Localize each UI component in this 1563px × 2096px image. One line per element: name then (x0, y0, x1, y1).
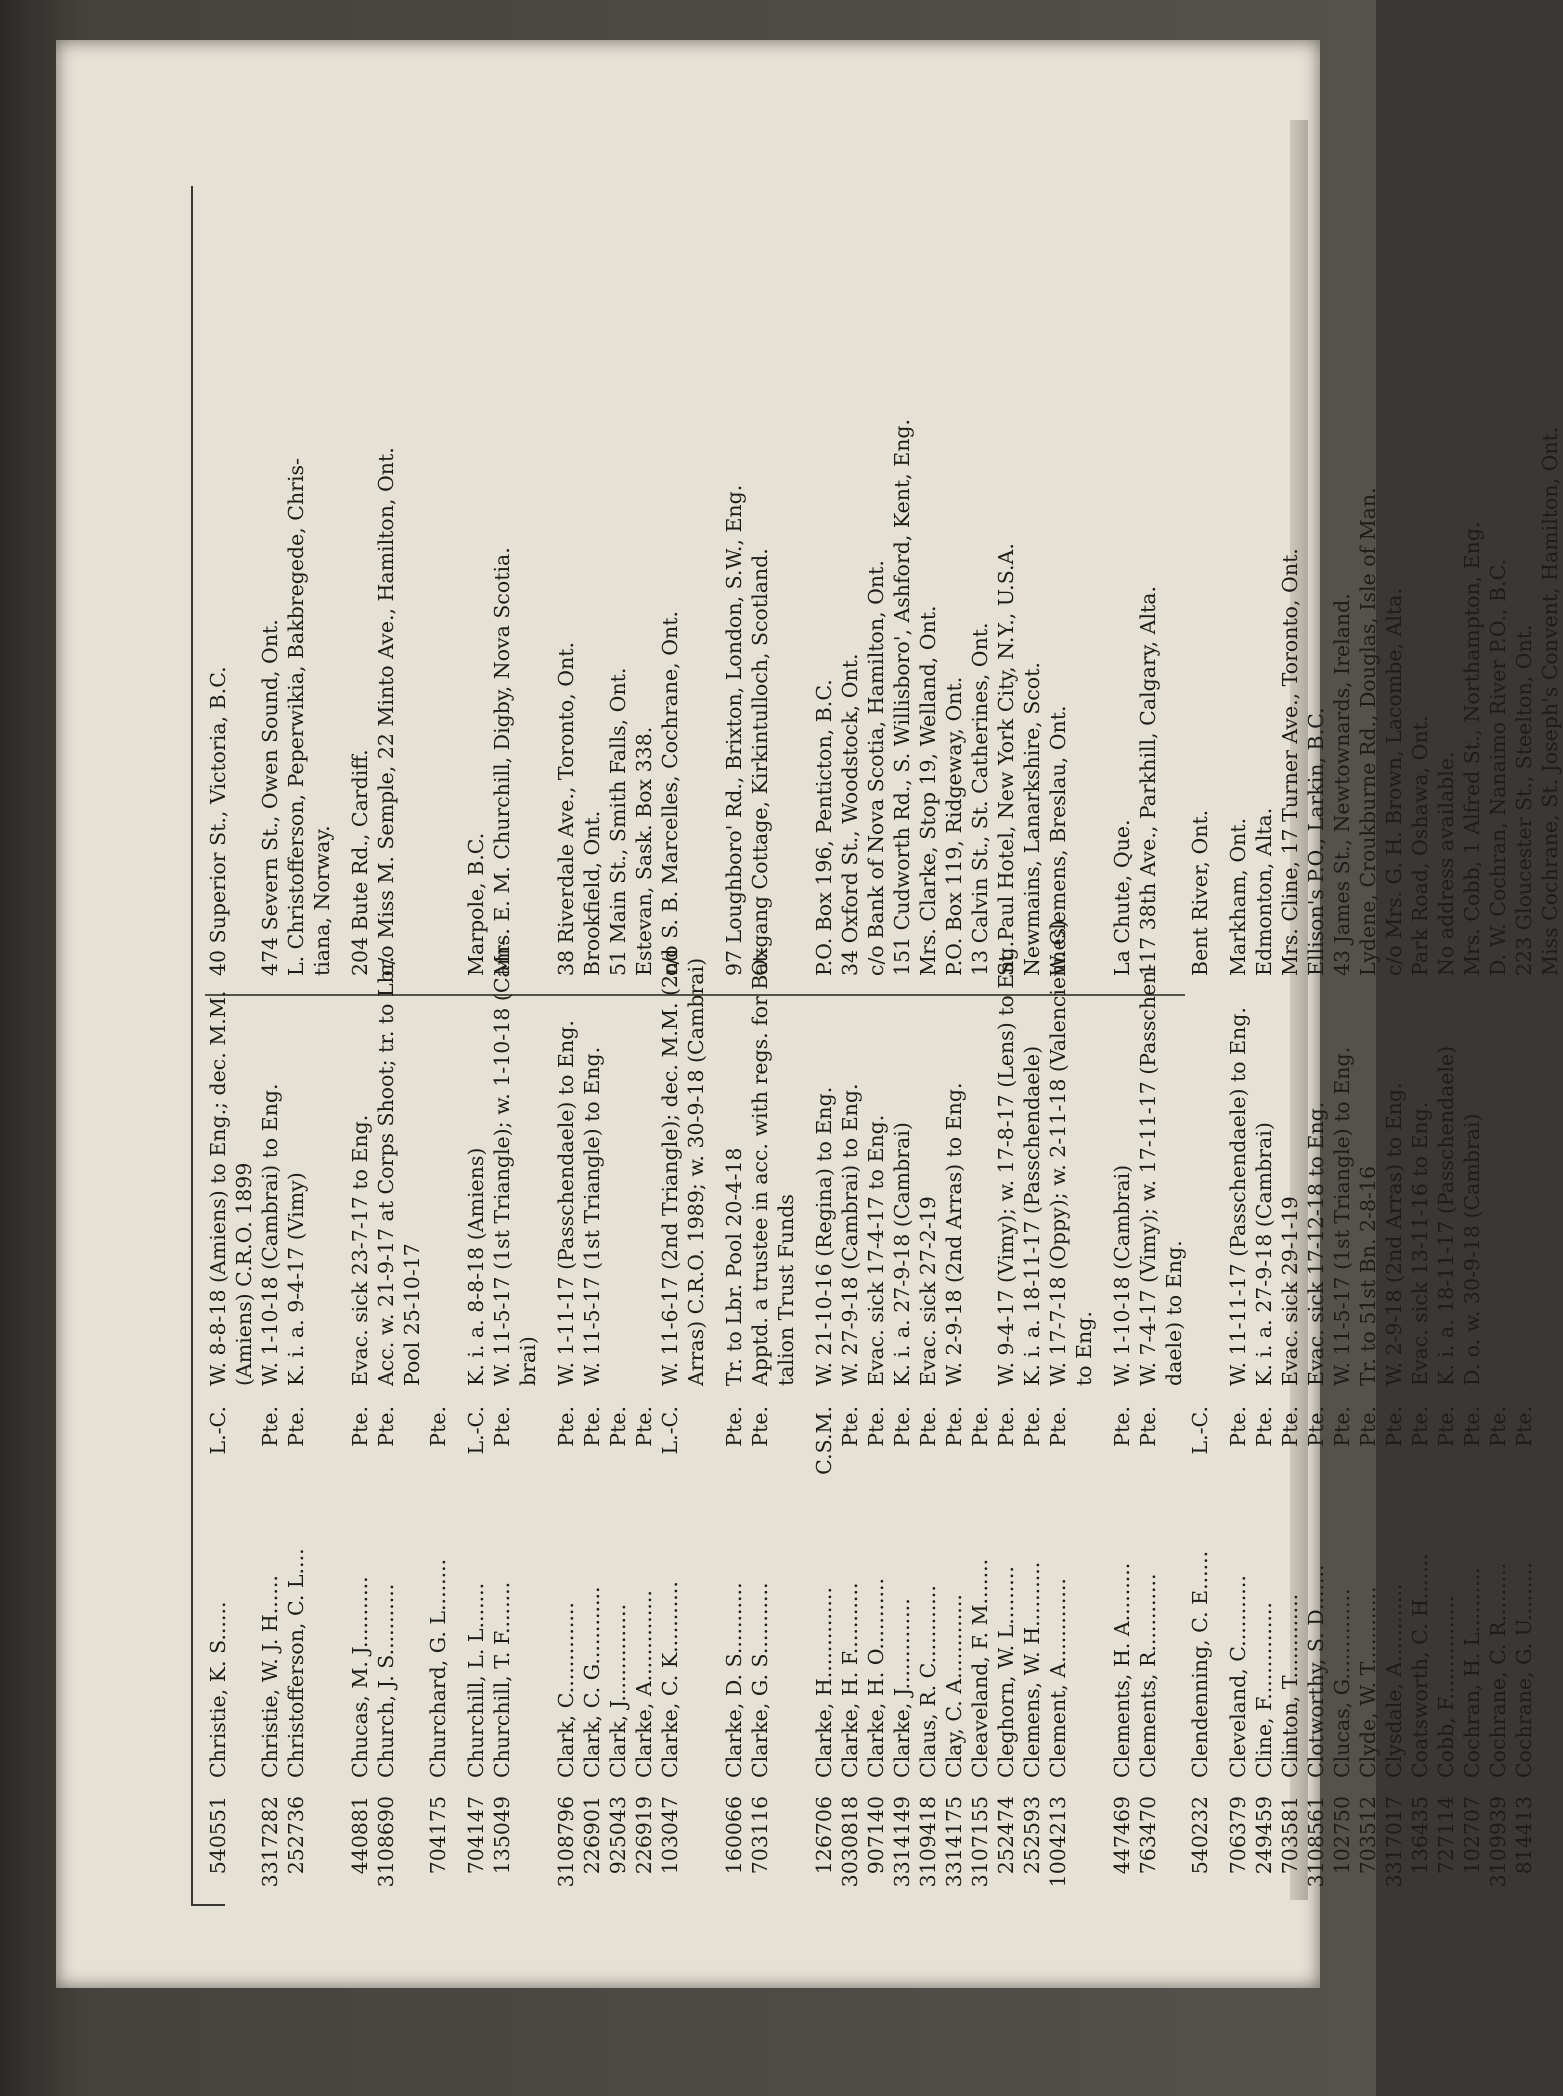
rank: L.-C. (658, 1406, 682, 1455)
regimental-number: 102750 (1330, 1796, 1354, 1875)
rank: Pte. (748, 1406, 772, 1447)
roll-entry (1459, 16, 1485, 1906)
table-top-rule (191, 186, 193, 1906)
soldier-name: Cochrane, C. R......... (1486, 1562, 1510, 1778)
regimental-number: 126706 (812, 1796, 836, 1875)
rank: Pte. (1304, 1406, 1328, 1447)
roll-entry (489, 16, 541, 1906)
soldier-name: Clarke, H. F........... (838, 1582, 862, 1778)
service-record-line: W. 17-7-18 (Oppy); w. 2-11-18 (Valenciennes) (1046, 919, 1070, 1386)
roll-entry (283, 16, 335, 1906)
soldier-name: Clotworthy, S. D....... (1304, 1564, 1328, 1778)
regimental-number: 3317282 (258, 1796, 282, 1888)
soldier-name: Clarke, A.............. (632, 1590, 656, 1778)
rank: C.S.M. (812, 1406, 836, 1475)
roll-entry (1511, 16, 1563, 1906)
rank: Pte. (554, 1406, 578, 1447)
roll-entry (721, 16, 747, 1906)
rank: Pte. (1252, 1406, 1276, 1447)
regimental-number: 249459 (1252, 1796, 1276, 1875)
soldier-name: Clendenning, C. E...... (1188, 1550, 1212, 1778)
roll-entry (863, 16, 889, 1906)
rank: Pte. (1020, 1406, 1044, 1447)
next-of-kin-address-line: P.O. Box 196, Penticton, B.C. (812, 679, 836, 976)
rank: L.-C. (206, 1406, 230, 1455)
regimental-number: 703512 (1356, 1796, 1380, 1875)
soldier-name: Cleveland, C........... (1226, 1575, 1250, 1778)
rank: Pte. (722, 1406, 746, 1447)
roll-entry (889, 16, 915, 1906)
rank: Pte. (1512, 1406, 1536, 1447)
service-record-line: W. 1-10-18 (Cambrai) (1110, 1164, 1134, 1386)
rank: Pte. (864, 1406, 888, 1447)
soldier-name: Cobb, F................ (1434, 1595, 1458, 1778)
soldier-name: Clarke, J.............. (890, 1598, 914, 1778)
regimental-number: 252593 (1020, 1796, 1044, 1875)
regimental-number: 727114 (1434, 1796, 1458, 1875)
next-of-kin-address-line: Mrs. Clarke, Stop 19, Welland, Ont. (916, 605, 940, 976)
regimental-number: 252474 (994, 1796, 1018, 1875)
service-record-line: Acc. w. 21-9-17 at Corps Shoot; tr. to Lbr. (374, 956, 398, 1386)
next-of-kin-address-line: Estevan, Sask. Box 338. (632, 726, 656, 976)
roll-entry (1225, 16, 1251, 1906)
regimental-number: 1004213 (1046, 1796, 1070, 1888)
regimental-number: 814413 (1512, 1796, 1536, 1875)
regimental-number: 3108561 (1304, 1796, 1328, 1888)
roll-entry (605, 16, 631, 1906)
next-of-kin-address-line: c/o Bank of Nova Scotia, Hamilton, Ont. (864, 560, 888, 976)
service-record-line: Apptd. a trustee in acc. with regs. for Bat- (748, 947, 772, 1386)
next-of-kin-address-line: Brookfield, Ont. (580, 810, 604, 976)
service-record-line: talion Trust Funds (774, 1194, 798, 1386)
rank: Pte. (348, 1406, 372, 1447)
next-of-kin-address-line: Bent River, Ont. (1188, 809, 1212, 976)
rank: Pte. (1434, 1406, 1458, 1447)
regimental-number: 3314149 (890, 1796, 914, 1888)
rank: Pte. (1408, 1406, 1432, 1447)
next-of-kin-address-line: St. Paul Hotel, New York City, N.Y., U.S.A. (994, 543, 1018, 976)
service-record-line: W. 11-11-17 (Passchendaele) to Eng. (1226, 1007, 1250, 1386)
rank: Pte. (1136, 1406, 1160, 1447)
next-of-kin-address-line: 97 Loughboro' Rd., Brixton, London, S.W., Eng. (722, 484, 746, 976)
roll-entry (553, 16, 579, 1906)
service-record-line: Evac. sick 27-2-19 (916, 1196, 940, 1386)
next-of-kin-address-line: 38 Riverdale Ave., Toronto, Ont. (554, 641, 578, 976)
next-of-kin-address-line: Marpole, B.C. (464, 832, 488, 976)
soldier-name: Clucas, G.............. (1330, 1588, 1354, 1778)
service-record-line: Arras) C.R.O. 1989; w. 30-9-18 (Cambrai) (684, 957, 708, 1386)
regimental-number: 102707 (1460, 1796, 1484, 1875)
roll-entry (257, 16, 283, 1906)
regimental-number: 440881 (348, 1796, 372, 1875)
regimental-number: 925043 (606, 1796, 630, 1875)
regimental-number: 136435 (1408, 1796, 1432, 1875)
rank: Pte. (1046, 1406, 1070, 1447)
service-record-line: W. 9-4-17 (Vimy); w. 17-8-17 (Lens) to Eng. (994, 940, 1018, 1386)
roll-entry (1251, 16, 1277, 1906)
regimental-number: 703116 (748, 1796, 772, 1875)
regimental-number: 704147 (464, 1796, 488, 1875)
soldier-name: Clarke, H. O........... (864, 1577, 888, 1778)
soldier-name: Clarke, G. S........... (748, 1582, 772, 1778)
rank: Pte. (490, 1406, 514, 1447)
rank: Pte. (1382, 1406, 1406, 1447)
rank: Pte. (1330, 1406, 1354, 1447)
next-of-kin-address-line: Mrs. Cline, 17 Turner Ave., Toronto, Ont. (1278, 548, 1302, 976)
soldier-name: Cochran, H. L.......... (1460, 1567, 1484, 1778)
service-record-line: K. i. a. 27-9-18 (Cambrai) (1252, 1122, 1276, 1386)
service-record-line: Evac. sick 17-4-17 to Eng. (864, 1114, 888, 1386)
service-record-line: (Amiens) C.R.O. 1899 (232, 1162, 256, 1386)
next-of-kin-address-line: Markham, Ont. (1226, 817, 1250, 976)
service-record-line: Evac. sick 13-11-16 to Eng. (1408, 1101, 1432, 1386)
roll-entry (205, 16, 257, 1906)
soldier-name: Claus, R. C............ (916, 1585, 940, 1778)
next-of-kin-address-line: W. Clemens, Breslau, Ont. (1046, 705, 1070, 976)
service-record-line: K. i. a. 18-11-17 (Passchendaele) (1020, 1045, 1044, 1386)
soldier-name: Churchard, G. L........ (426, 1558, 450, 1778)
next-of-kin-address-line: 117 38th Ave., Parkhill, Calgary, Alta. (1136, 586, 1160, 976)
soldier-name: Coatsworth, C. H....... (1408, 1553, 1432, 1778)
service-record-line: D. o. w. 30-9-18 (Cambrai) (1460, 1113, 1484, 1386)
soldier-name: Clements, R............ (1136, 1573, 1160, 1778)
regimental-number: 3108796 (554, 1796, 578, 1888)
roll-entry (915, 16, 941, 1906)
next-of-kin-address-line: 34 Oxford St., Woodstock, Ont. (838, 653, 862, 976)
rank: Pte. (968, 1406, 992, 1447)
rank: L.-C. (464, 1406, 488, 1455)
next-of-kin-address-line: L. Christofferson, Peperwikia, Bakbregede, Chris- (284, 458, 308, 976)
regimental-number: 703581 (1278, 1796, 1302, 1875)
roll-entry (967, 16, 993, 1906)
roll-entry (747, 16, 799, 1906)
next-of-kin-address-line: Lydene, Croukburne Rd., Douglas, Isle of Man. (1356, 487, 1380, 976)
next-of-kin-address-line: 51 Main St., Smith Falls, Ont. (606, 667, 630, 976)
roll-entry (1407, 16, 1433, 1906)
regimental-number: 704175 (426, 1796, 450, 1875)
regimental-number: 3030818 (838, 1796, 862, 1888)
regimental-number: 3109418 (916, 1796, 940, 1888)
roll-entry (463, 16, 489, 1906)
service-record-line: W. 1-11-17 (Passchendaele) to Eng. (554, 1020, 578, 1386)
regimental-number: 540232 (1188, 1796, 1212, 1875)
soldier-name: Clarke, D. S........... (722, 1582, 746, 1778)
soldier-name: Clements, H. A......... (1110, 1562, 1134, 1778)
rank: L.-C. (1188, 1406, 1212, 1455)
service-record-line: K. i. a. 18-11-17 (Passchendaele) (1434, 1045, 1458, 1386)
regimental-number: 3109939 (1486, 1796, 1510, 1888)
rank: Pte. (258, 1406, 282, 1447)
roll-entry (425, 16, 451, 1906)
roll-entry (941, 16, 967, 1906)
rank: Pte. (916, 1406, 940, 1447)
next-of-kin-address-line: Edmonton, Alta. (1252, 807, 1276, 976)
soldier-name: Clarke, H.............. (812, 1587, 836, 1778)
service-record-line: W. 7-4-17 (Vimy); w. 17-11-17 (Passchen- (1136, 963, 1160, 1386)
soldier-name: Cochrane, G. U......... (1512, 1562, 1536, 1778)
roll-entry (631, 16, 657, 1906)
next-of-kin-address-line: c/o Miss M. Semple, 22 Minto Ave., Hamilton, Ont. (374, 447, 398, 976)
next-of-kin-address-line: 13 Calvin St., St. Catherines, Ont. (968, 622, 992, 976)
rank: Pte. (632, 1406, 656, 1447)
soldier-name: Cleaveland, F. M....... (968, 1558, 992, 1778)
soldier-name: Clyde, W. T............ (1356, 1586, 1380, 1778)
service-record-line: K. i. a. 8-8-18 (Amiens) (464, 1147, 488, 1386)
service-record-line: K. i. a. 27-9-18 (Cambrai) (890, 1122, 914, 1386)
service-record-line: Tr. to 51st Bn. 2-8-16 (1356, 1165, 1380, 1386)
service-record-line: W. 11-5-17 (1st Triangle) to Eng. (1330, 1046, 1354, 1386)
next-of-kin-address-line: Park Road, Oshawa, Ont. (1408, 715, 1432, 976)
roll-entry (811, 16, 837, 1906)
regimental-number: 103047 (658, 1796, 682, 1875)
roll-entry (1045, 16, 1097, 1906)
service-record-line: W. 8-8-18 (Amiens) to Eng.; dec. M.M. (206, 990, 230, 1386)
roll-entry (837, 16, 863, 1906)
roll-entry (1187, 16, 1213, 1906)
roll-entry (1433, 16, 1459, 1906)
next-of-kin-address-line: Mrs. E. M. Churchill, Digby, Nova Scotia. (490, 547, 514, 976)
roll-entry (1355, 16, 1381, 1906)
service-record-line: Evac. sick 23-7-17 to Eng. (348, 1114, 372, 1386)
rank: Pte. (606, 1406, 630, 1447)
regimental-number: 3317017 (1382, 1796, 1406, 1888)
roll-entry (347, 16, 373, 1906)
next-of-kin-address-line: No address available. (1434, 751, 1458, 976)
rank: Pte. (1460, 1406, 1484, 1447)
next-of-kin-address-line: 43 James St., Newtownards, Ireland. (1330, 593, 1354, 976)
rank: Pte. (942, 1406, 966, 1447)
next-of-kin-address-line: c/o Mrs. G. H. Brown, Lacombe, Alta. (1382, 588, 1406, 976)
roll-entry (1303, 16, 1329, 1906)
soldier-name: Clark, C. G............ (580, 1586, 604, 1778)
regimental-number: 706379 (1226, 1796, 1250, 1875)
regimental-number: 907140 (864, 1796, 888, 1875)
rank: Pte. (1486, 1406, 1510, 1447)
rank: Pte. (1226, 1406, 1250, 1447)
regimental-number: 160066 (722, 1796, 746, 1875)
regimental-number: 447469 (1110, 1796, 1134, 1875)
next-of-kin-address-line: 151 Cudworth Rd., S. Willisboro', Ashford, Kent, Eng. (890, 418, 914, 976)
soldier-name: Chucas, M. J........... (348, 1576, 372, 1778)
service-record-line: to Eng. (1072, 1311, 1096, 1386)
service-record-line: daele) to Eng. (1162, 1240, 1186, 1386)
soldier-name: Clement, A............. (1046, 1578, 1070, 1778)
roll-entry (657, 16, 709, 1906)
next-of-kin-address-line: Mrs. Cobb, 1 Alfred St., Northampton, Eng. (1460, 521, 1484, 976)
soldier-name: Clemens, W. H.......... (1020, 1561, 1044, 1778)
rank: Pte. (994, 1406, 1018, 1447)
soldier-name: Cline, F............... (1252, 1602, 1276, 1778)
next-of-kin-address-line: 40 Superior St., Victoria, B.C. (206, 666, 230, 976)
roll-entry (1109, 16, 1135, 1906)
regimental-number: 3314175 (942, 1796, 966, 1888)
roll-entry (373, 16, 425, 1906)
next-of-kin-address-line: La Chute, Que. (1110, 819, 1134, 976)
service-record-line: W. 1-10-18 (Cambrai) to Eng. (258, 1083, 282, 1386)
regimental-number: 3108690 (374, 1796, 398, 1888)
rank: Pte. (1278, 1406, 1302, 1447)
roll-entry (579, 16, 605, 1906)
rank: Pte. (1110, 1406, 1134, 1447)
next-of-kin-address-line: c/o S. B. Marcelles, Cochrane, Ont. (658, 611, 682, 976)
roll-entry (1329, 16, 1355, 1906)
service-record-line: W. 2-9-18 (2nd Arras) to Eng. (1382, 1082, 1406, 1386)
next-of-kin-address-line: 204 Bute Rd., Cardiff. (348, 749, 372, 976)
rank: Pte. (426, 1406, 450, 1447)
rank: Pte. (374, 1406, 398, 1447)
roll-entry (1135, 16, 1187, 1906)
soldier-name: Christie, K. S...... (206, 1601, 230, 1778)
next-of-kin-address-line: Miss Cochrane, St. Joseph's Convent, Hamilton, Ont. (1538, 426, 1562, 976)
regimental-number: 226919 (632, 1796, 656, 1875)
roll-entry (1381, 16, 1407, 1906)
regimental-number: 763470 (1136, 1796, 1160, 1875)
soldier-name: Church, J. S........... (374, 1583, 398, 1778)
next-of-kin-address-line: 474 Severn St., Owen Sound, Ont. (258, 619, 282, 976)
service-record-line: Evac. sick 29-1-19 (1278, 1196, 1302, 1386)
soldier-name: Churchill, T. F........ (490, 1581, 514, 1778)
next-of-kin-address-line: Newmains, Lanarkshire, Scot. (1020, 662, 1044, 976)
service-record-line: brai) (516, 1336, 540, 1386)
soldier-name: Clarke, C. K........... (658, 1581, 682, 1778)
roll-entry (1019, 16, 1045, 1906)
rank: Pte. (890, 1406, 914, 1447)
next-of-kin-address-line: tiana, Norway. (310, 825, 334, 976)
soldier-name: Clinton, T............. (1278, 1593, 1302, 1778)
regimental-number: 135049 (490, 1796, 514, 1875)
next-of-kin-address-line: Ellison's P.O., Larkin, B.C. (1304, 707, 1328, 976)
service-record-line: Tr. to Lbr. Pool 20-4-18 (722, 1147, 746, 1386)
regimental-number: 3107155 (968, 1796, 992, 1888)
next-of-kin-address-line: D. W. Cochran, Nanaimo River P.O., B.C. (1486, 558, 1510, 976)
service-record-line: W. 11-6-17 (2nd Triangle); dec. M.M. (2nd (658, 948, 682, 1386)
service-record-line: W. 21-10-16 (Regina) to Eng. (812, 1086, 836, 1386)
soldier-name: Cleghorn, W. L......... (994, 1566, 1018, 1778)
soldier-name: Churchill, L. L....... (464, 1582, 488, 1778)
next-of-kin-address-line: 223 Gloucester St., Steelton, Ont. (1512, 624, 1536, 976)
rank: Pte. (838, 1406, 862, 1447)
service-record-line: W. 11-5-17 (1st Triangle) to Eng. (580, 1046, 604, 1386)
regimental-number: 226901 (580, 1796, 604, 1875)
soldier-name: Christofferson, C. L.... (284, 1548, 308, 1778)
service-record-line: Pool 25-10-17 (400, 1243, 424, 1386)
regimental-number: 252736 (284, 1796, 308, 1875)
regimental-number: 540551 (206, 1796, 230, 1875)
service-record-line: K. i. a. 9-4-17 (Vimy) (284, 1172, 308, 1386)
soldier-name: Christie, W. J. H...... (258, 1575, 282, 1778)
next-of-kin-address-line: P.O. Box 119, Ridgeway, Ont. (942, 676, 966, 976)
rank: Pte. (580, 1406, 604, 1447)
service-record-line: W. 2-9-18 (2nd Arras) to Eng. (942, 1082, 966, 1386)
service-record-line: W. 27-9-18 (Cambrai) to Eng. (838, 1083, 862, 1386)
roll-entry (1485, 16, 1511, 1906)
rank: Pte. (284, 1406, 308, 1447)
rank: Pte. (1356, 1406, 1380, 1447)
service-record-line: W. 11-5-17 (1st Triangle); w. 1-10-18 (Cam- (490, 938, 514, 1386)
soldier-name: Clay, C. A............. (942, 1594, 966, 1778)
roll-entry (993, 16, 1019, 1906)
soldier-name: Clark, C.............. (554, 1602, 578, 1778)
next-of-kin-address-line: Oxgang Cottage, Kirkintulloch, Scotland. (748, 548, 772, 976)
service-record-line: Evac. sick 17-12-18 to Eng. (1304, 1101, 1328, 1386)
nominal-roll-table (205, 16, 1562, 1906)
soldier-name: Clark, J............... (606, 1603, 630, 1778)
roll-entry (1277, 16, 1303, 1906)
soldier-name: Clysdale, A............ (1382, 1583, 1406, 1778)
